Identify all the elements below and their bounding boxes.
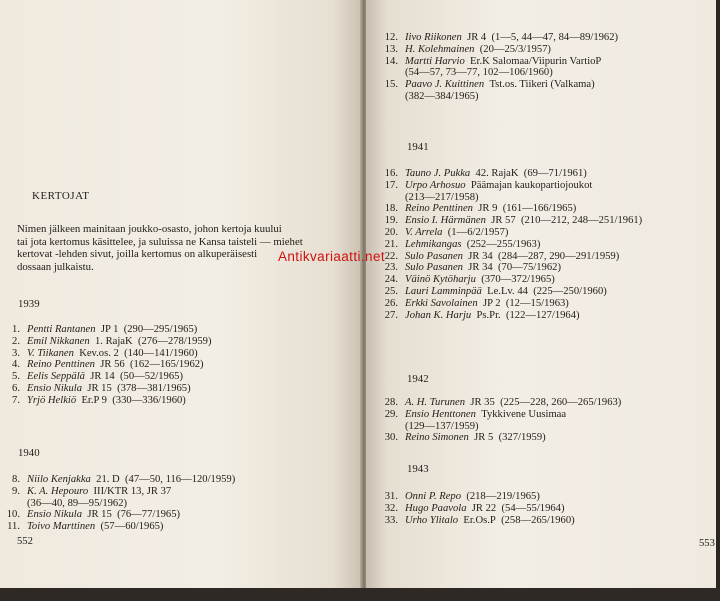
entry-number: 20.: [384, 226, 398, 238]
narrator-name: Ensio Henttonen: [405, 408, 476, 420]
entry-number: 13.: [384, 43, 398, 55]
unit-label: JR 56: [100, 359, 125, 371]
right-page: [366, 0, 716, 590]
narrator-name: Ensio Nikula: [27, 382, 83, 394]
entry-number: 30.: [384, 432, 398, 444]
section-heading: KERTOJAT: [32, 190, 90, 202]
unit-label: III/KTR 13, JR 37: [93, 485, 172, 497]
narrator-name: Reino Simonen: [405, 432, 469, 444]
page-reference: (50—52/1965): [120, 371, 183, 383]
narrator-name: Martti Harvio: [405, 55, 465, 67]
narrator-name: V. Arrela: [405, 226, 443, 238]
list-item: [378, 274, 642, 286]
narrator-name: Urho Ylitalo: [405, 514, 459, 526]
list-item: [0, 474, 235, 486]
unit-label: JR 15: [87, 382, 112, 394]
narrator-name: Erkki Savolainen: [405, 297, 478, 309]
unit-label: Tst.os. Tiikeri (Valkama): [489, 79, 595, 91]
unit-label: Er.P 9: [81, 394, 107, 406]
narrator-name: Lauri Lamminpää: [405, 285, 482, 297]
entry-body: [27, 395, 186, 407]
entry-number: 12.: [384, 32, 398, 43]
entry-number: 14.: [384, 55, 398, 67]
entry-number: 25.: [384, 285, 398, 297]
list-item: [378, 180, 642, 204]
unit-label: JP 1: [100, 324, 119, 335]
list-item: [378, 310, 642, 322]
unit-label: JR 34: [468, 250, 493, 262]
entry-number: 4.: [12, 359, 20, 371]
narrator-name: Ensio I. Härmänen: [405, 215, 486, 227]
entry-body: [405, 79, 595, 103]
page-reference: (20—25/3/1957): [479, 43, 551, 55]
list-item: [378, 515, 575, 527]
list-item: [378, 491, 575, 503]
entry-list: [378, 397, 621, 444]
entry-body: [405, 180, 592, 204]
narrator-name: Johan K. Harju: [405, 309, 472, 321]
entry-number: 17.: [384, 179, 398, 191]
list-item: [0, 359, 212, 371]
page-reference: (210—212, 248—251/1961): [520, 215, 643, 227]
entry-body: [405, 432, 546, 444]
entry-body: [27, 383, 191, 395]
list-item: [0, 371, 212, 383]
narrator-name: Tauno J. Pukka: [405, 168, 471, 179]
list-item: [378, 286, 642, 298]
entry-number: 1.: [12, 324, 20, 335]
entry-number: 32.: [384, 502, 398, 514]
page-reference: (70—75/1962): [498, 262, 561, 274]
entry-number: 31.: [384, 491, 398, 502]
unit-label: Er.Os.P: [463, 514, 496, 526]
entry-list: [0, 324, 212, 407]
entry-body: [405, 56, 601, 80]
list-item: [378, 298, 642, 310]
page-number: 552: [17, 536, 33, 547]
entry-body: [405, 227, 508, 239]
page-reference: (1—5, 44—47, 84—89/1962): [491, 32, 619, 43]
narrator-name: Sulo Pasanen: [405, 262, 463, 274]
list-item: [378, 227, 642, 239]
unit-label: Le.Lv. 44: [487, 285, 528, 297]
unit-label: JR 22: [471, 502, 497, 514]
narrator-name: Urpo Arhosuo: [405, 179, 466, 191]
year-heading: 1941: [407, 141, 429, 153]
entry-number: 24.: [384, 274, 398, 286]
page-reference: (327/1959): [498, 432, 546, 444]
narrator-name: Väinö Kytöharju: [405, 274, 476, 286]
entry-body: [405, 286, 607, 298]
intro-line: dossaan julkaistu.: [17, 260, 94, 273]
entry-number: 26.: [384, 297, 398, 309]
year-heading: 1942: [407, 373, 429, 385]
entry-number: 2.: [12, 335, 20, 347]
entry-body: [405, 251, 619, 263]
list-item: [378, 215, 642, 227]
list-item: [378, 397, 621, 409]
entry-number: 3.: [12, 347, 20, 359]
entry-body: [27, 348, 198, 360]
list-item: [0, 348, 212, 360]
entry-list: [378, 32, 618, 103]
unit-label: Päämajan kaukopartiojoukot: [470, 179, 593, 191]
page-reference: (122—127/1964): [505, 309, 580, 321]
page-reference: (276—278/1959): [137, 335, 212, 347]
list-item: [378, 409, 621, 433]
narrator-name: Eelis Seppälä: [27, 371, 85, 383]
entry-body: [405, 32, 618, 44]
watermark-text: Antikvariaatti.net: [278, 249, 385, 264]
page-reference: (57—60/1965): [100, 521, 164, 533]
intro-line: kertovat -lehden sivut, joilla kertomus on alkuperäisesti: [17, 248, 258, 261]
list-item: [0, 336, 212, 348]
page-reference: (290—295/1965): [123, 324, 198, 335]
unit-label: 1. RajaK: [94, 335, 133, 347]
list-item: [0, 521, 235, 533]
unit-label: JR 15: [87, 509, 112, 521]
list-item: [378, 32, 618, 44]
narrator-name: Hugo Paavola: [405, 502, 467, 514]
narrator-name: Onni P. Repo: [405, 491, 462, 502]
unit-label: 42. RajaK: [475, 168, 519, 179]
list-item: [378, 44, 618, 56]
page-reference: (1—6/2/1957): [447, 226, 509, 238]
intro-line: tai jota kertomus käsittelee, ja suluissa ne Kansa taisteli — miehet: [17, 235, 303, 248]
unit-label: Kev.os. 2: [79, 347, 119, 359]
entry-body: [405, 274, 555, 286]
list-item: [0, 395, 212, 407]
list-item: [0, 324, 212, 336]
unit-label: JR 34: [468, 262, 493, 274]
page-reference: (225—228, 260—265/1963): [500, 397, 622, 408]
entry-number: 6.: [12, 382, 20, 394]
page-reference: (218—219/1965): [466, 491, 540, 502]
entry-body: [405, 298, 569, 310]
entry-list: [378, 491, 575, 526]
unit-label: JR 5: [474, 432, 494, 444]
page-reference: (330—336/1960): [112, 394, 186, 406]
page-reference: (36—40, 89—95/1962): [27, 497, 128, 509]
unit-label: JR 4: [467, 32, 487, 43]
intro-paragraph: [17, 223, 303, 273]
page-reference: (225—250/1960): [533, 285, 607, 297]
page-number: 553: [699, 538, 715, 549]
entry-body: [405, 515, 575, 527]
list-item: [378, 251, 642, 263]
entry-body: [27, 474, 235, 486]
list-item: [0, 509, 235, 521]
unit-label: Er.K Salomaa/Viipurin VartioP: [470, 55, 602, 67]
list-item: [378, 262, 642, 274]
narrator-name: Emil Nikkanen: [27, 335, 90, 347]
entry-number: 28.: [384, 397, 398, 408]
entry-body: [27, 371, 183, 383]
page-reference: (252—255/1963): [466, 238, 541, 250]
left-page: [0, 0, 362, 590]
entry-number: 19.: [384, 215, 398, 227]
entry-number: 7.: [12, 394, 20, 406]
entry-list: [0, 474, 235, 533]
entry-number: 29.: [384, 408, 398, 420]
entry-body: [405, 310, 580, 322]
entry-body: [405, 203, 576, 215]
entry-number: 16.: [384, 168, 398, 179]
narrator-name: Reino Penttinen: [27, 359, 95, 371]
narrator-name: Toivo Marttinen: [27, 521, 96, 533]
entry-list: [378, 168, 642, 321]
narrator-name: Ensio Nikula: [27, 509, 83, 521]
page-reference: (213—217/1958): [405, 191, 479, 203]
entry-number: 33.: [384, 514, 398, 526]
entry-number: 18.: [384, 203, 398, 215]
entry-number: 23.: [384, 262, 398, 274]
narrator-name: K. A. Hepouro: [27, 485, 89, 497]
list-item: [0, 486, 235, 510]
page-reference: (69—71/1961): [523, 168, 587, 179]
page-reference: (54—55/1964): [501, 502, 565, 514]
entry-number: 5.: [12, 371, 20, 383]
narrator-name: H. Kolehmainen: [405, 43, 475, 55]
entry-body: [405, 262, 561, 274]
unit-label: Tykkivene Uusimaa: [481, 408, 567, 420]
entry-number: 15.: [384, 79, 398, 91]
entry-body: [405, 503, 565, 515]
unit-label: JR 14: [90, 371, 115, 383]
year-heading: 1939: [18, 298, 40, 310]
entry-number: 22.: [384, 250, 398, 262]
unit-label: 21. D: [96, 474, 120, 485]
unit-label: Ps.Pr.: [476, 309, 501, 321]
entry-body: [405, 397, 621, 409]
entry-number: 8.: [12, 474, 20, 485]
page-reference: (258—265/1960): [501, 514, 575, 526]
page-reference: (47—50, 116—120/1959): [125, 474, 236, 485]
entry-body: [27, 509, 180, 521]
narrator-name: Pentti Rantanen: [27, 324, 96, 335]
unit-label: JP 2: [482, 297, 501, 309]
page-reference: (12—15/1963): [505, 297, 569, 309]
list-item: [378, 503, 575, 515]
page-reference: (129—137/1959): [405, 420, 479, 432]
narrator-name: Reino Penttinen: [405, 203, 473, 215]
list-item: [0, 383, 212, 395]
year-heading: 1940: [18, 447, 40, 459]
list-item: [378, 432, 621, 444]
narrator-name: A. H. Turunen: [405, 397, 466, 408]
list-item: [378, 79, 618, 103]
page-reference: (378—381/1965): [117, 382, 191, 394]
entry-number: 11.: [7, 521, 20, 533]
entry-body: [405, 44, 551, 56]
entry-body: [27, 359, 204, 371]
narrator-name: Sulo Pasanen: [405, 250, 463, 262]
entry-number: 27.: [384, 309, 398, 321]
page-reference: (76—77/1965): [117, 509, 181, 521]
narrator-name: Yrjö Helkiö: [27, 394, 77, 406]
entry-number: 9.: [12, 485, 20, 497]
page-reference: (382—384/1965): [405, 90, 479, 102]
intro-line: Nimen jälkeen mainitaan joukko-osasto, johon kertoja kuului: [17, 223, 282, 235]
narrator-name: Paavo J. Kuittinen: [405, 79, 485, 91]
list-item: [378, 203, 642, 215]
list-item: [378, 56, 618, 80]
entry-body: [405, 491, 540, 503]
page-reference: (370—372/1965): [481, 274, 555, 286]
entry-number: 10.: [6, 509, 20, 521]
narrator-name: Niilo Kenjakka: [27, 474, 91, 485]
list-item: [378, 168, 642, 180]
unit-label: JR 9: [478, 203, 498, 215]
entry-number: 21.: [384, 238, 398, 250]
entry-body: [405, 239, 540, 251]
page-reference: (162—165/1962): [130, 359, 204, 371]
entry-body: [27, 486, 171, 510]
entry-body: [27, 336, 212, 348]
unit-label: JR 57: [491, 215, 516, 227]
page-reference: (54—57, 73—77, 102—106/1960): [405, 67, 553, 79]
page-reference: (161—166/1965): [502, 203, 577, 215]
list-item: [378, 239, 642, 251]
narrator-name: Lehmikangas: [405, 238, 462, 250]
entry-body: [27, 324, 197, 336]
page-reference: (284—287, 290—291/1959): [498, 250, 620, 262]
unit-label: JR 35: [470, 397, 495, 408]
photo-edge-shadow: [0, 588, 720, 601]
year-heading: 1943: [407, 463, 429, 475]
page-reference: (140—141/1960): [124, 347, 198, 359]
entry-body: [405, 409, 566, 433]
narrator-name: V. Tiikanen: [27, 347, 74, 359]
entry-body: [27, 521, 163, 533]
narrator-name: Iivo Riikonen: [405, 32, 462, 43]
entry-body: [405, 168, 587, 180]
entry-body: [405, 215, 642, 227]
